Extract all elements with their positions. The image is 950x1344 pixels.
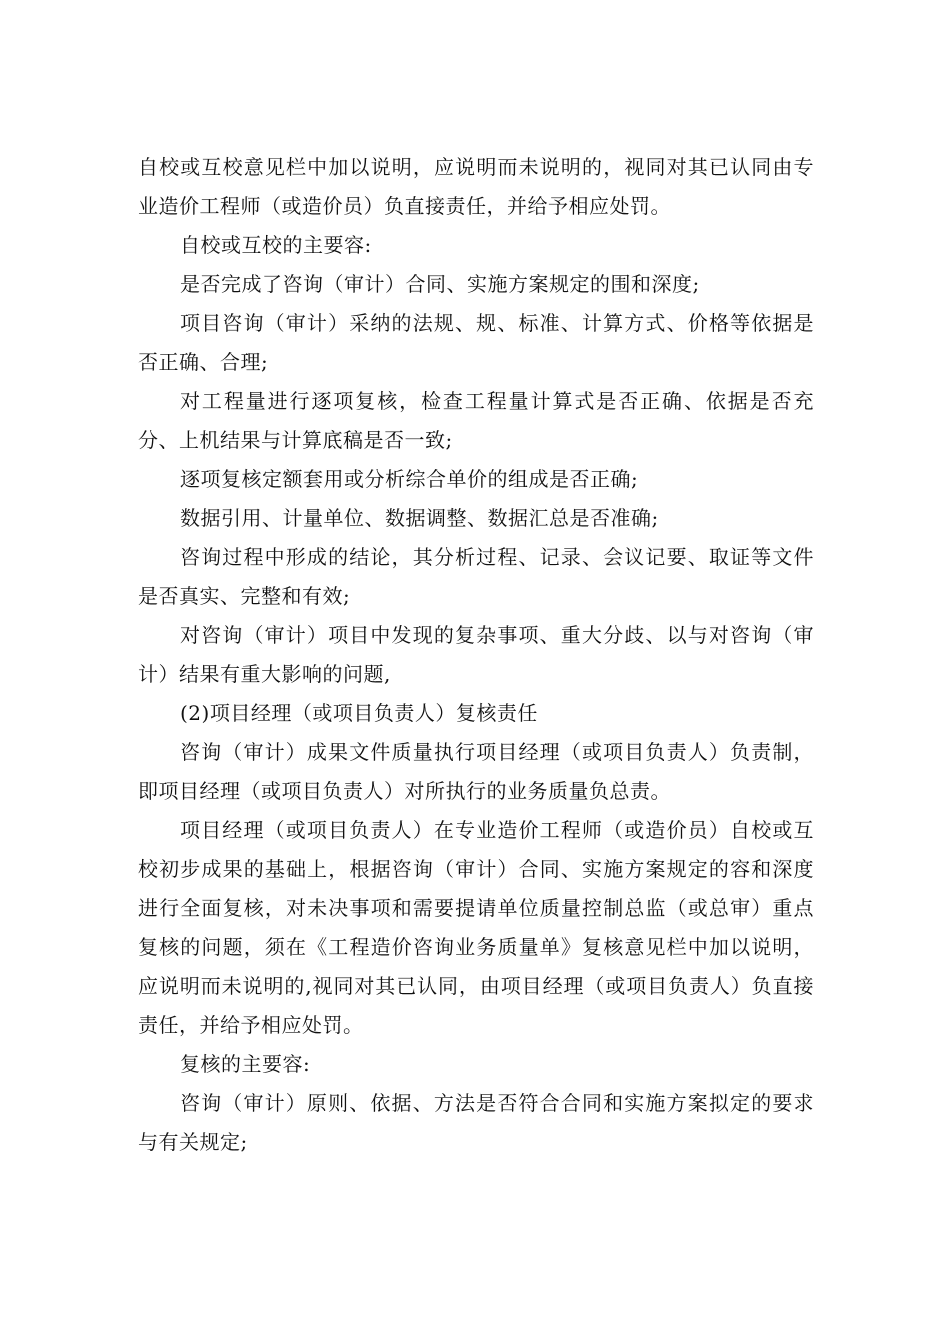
paragraph-review-heading: 复核的主要容: (180, 1052, 311, 1076)
paragraph-conclusion-check: 咨询过程中形成的结论，其分析过程、记录、会议记要、取证等文件是否真实、完整和有效; (138, 545, 814, 608)
paragraph-scope-check: 是否完成了咨询（审计）合同、实施方案规定的围和深度; (180, 272, 700, 296)
paragraph-principle-check: 咨询（审计）原则、依据、方法是否符合合同和实施方案拟定的要求与有关规定; (138, 1091, 814, 1154)
paragraph-quota-check: 逐项复核定额套用或分析综合单价的组成是否正确; (180, 467, 639, 491)
paragraph-manager-responsibility: 咨询（审计）成果文件质量执行项目经理（或项目负责人）负责制，即项目经理（或项目负责人）对所执行的业务质量负总责。 (138, 740, 814, 803)
paragraph-complex-issues: 对咨询（审计）项目中发现的复杂事项、重大分歧、以与对咨询（审计）结果有重大影响的问题, (138, 623, 814, 686)
section-heading-manager-review: (2)项目经理（或项目负责人）复核责任 (180, 701, 538, 725)
paragraph-quantity-check: 对工程量进行逐项复核，检查工程量计算式是否正确、依据是否充分、上机结果与计算底稿是否一致; (138, 389, 814, 452)
document-body (138, 148, 814, 1162)
paragraph-basis-check: 项目咨询（审计）采纳的法规、规、标准、计算方式、价格等依据是否正确、合理; (138, 311, 814, 374)
paragraph-manager-review-detail: 项目经理（或项目负责人）在专业造价工程师（或造价员）自校或互校初步成果的基础上，根据咨询（审计）合同、实施方案规定的容和深度进行全面复核，对未决事项和需要提请单位质量控制总监（或总审）重点复核的问题，须在《工程造价咨询业务质量单》复核意见栏中加以说明，应说明而未说明的,视同对其已认同，由项目经理（或项目负责人）负直接责任，并给予相应处罚。 (138, 818, 814, 1037)
paragraph-self-check-heading: 自校或互校的主要容: (180, 233, 372, 257)
paragraph-continued: 自校或互校意见栏中加以说明，应说明而未说明的，视同对其已认同由专业造价工程师（或造价员）负直接责任，并给予相应处罚。 (138, 155, 814, 218)
paragraph-data-check: 数据引用、计量单位、数据调整、数据汇总是否准确; (180, 506, 659, 530)
